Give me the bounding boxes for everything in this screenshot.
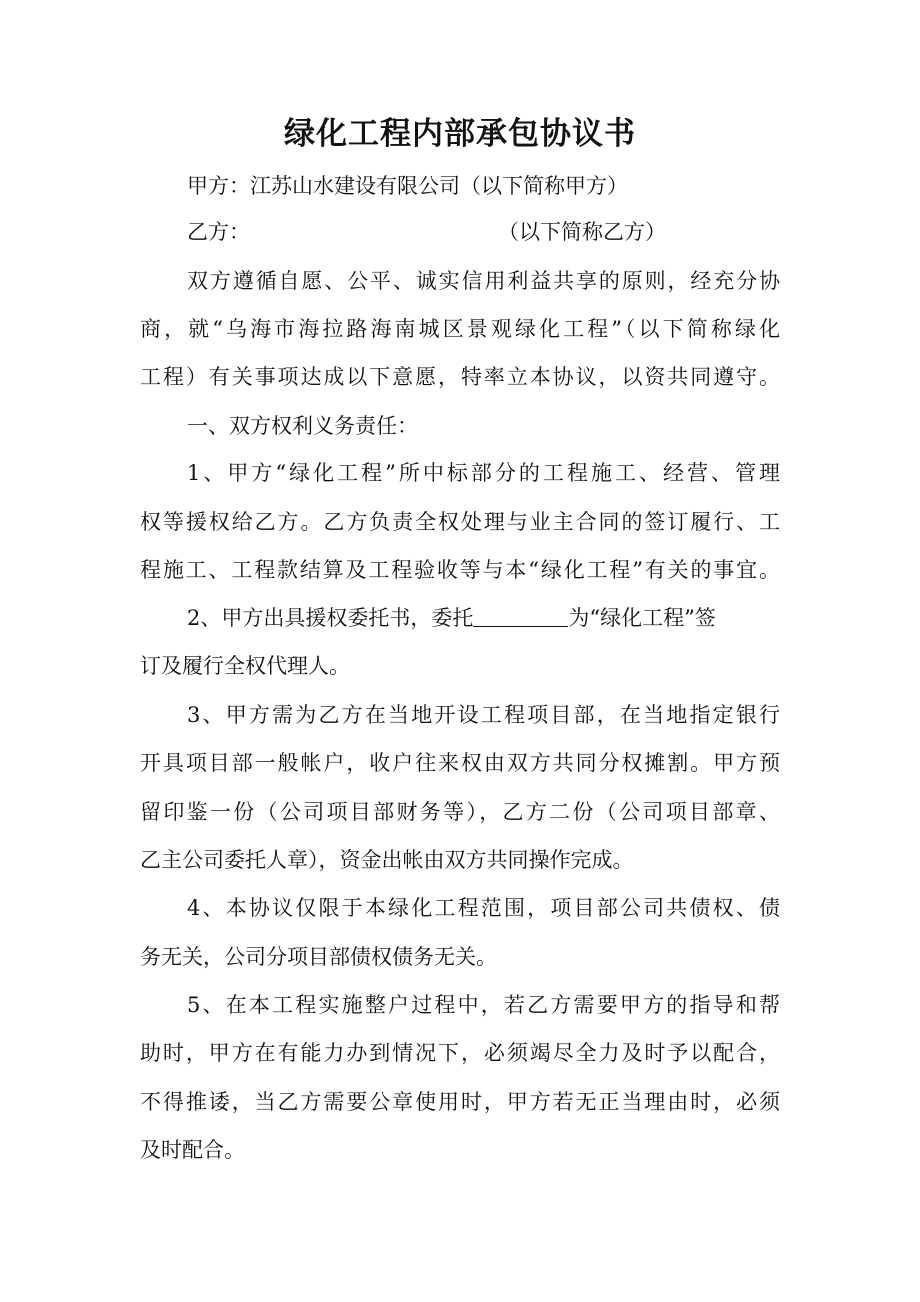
intro-line: 商，就“乌海市海拉路海南城区景观绿化工程”（以下简称绿化 [140, 317, 780, 341]
party-b-label: 乙方： [187, 220, 250, 244]
intro-line: 双方遵循自愿、公平、诚实信用利益共享的原则，经充分协 [187, 269, 780, 293]
clause-2-text: 为“绿化工程”签 [568, 606, 716, 630]
clause-4-line: 4、本协议仅限于本绿化工程范围，项目部公司共债权、债 [187, 896, 780, 920]
party-a-label: 甲方： [187, 174, 250, 198]
party-a-line [187, 171, 628, 201]
agent-name-blank [473, 604, 568, 627]
document-title: 绿化工程内部承包协议书 [284, 116, 636, 152]
party-b-note: （以下简称乙方） [498, 220, 666, 244]
clause-5-line: 及时配合。 [140, 1138, 245, 1162]
clause-5-line: 5、在本工程实施整户过程中，若乙方需要甲方的指导和帮 [187, 993, 780, 1017]
clause-3-line: 留印鉴一份（公司项目部财务等），乙方二份（公司项目部章、 [140, 800, 780, 824]
clause-5-line: 助时，甲方在有能力办到情况下，必须竭尽全力及时予以配合， [140, 1041, 780, 1065]
clause-1-line: 1、甲方“绿化工程”所中标部分的工程施工、经营、管理 [187, 461, 780, 485]
clause-3-line: 开具项目部一般帐户，收户往来权由双方共同分权摊割。甲方预 [140, 751, 780, 775]
clause-1-line: 权等援权给乙方。乙方负责全权处理与业主合同的签订履行、工 [140, 510, 780, 534]
clause-3-line: 3、甲方需为乙方在当地开设工程项目部，在当地指定银行 [187, 703, 780, 727]
clause-1-line: 程施工、工程款结算及工程验收等与本“绿化工程”有关的事宜。 [140, 558, 780, 582]
clause-3-line: 乙主公司委托人章），资金出帐由双方共同操作完成。 [140, 848, 634, 872]
party-a-name: 江苏山水建设有限公司（以下简称甲方） [250, 174, 628, 198]
clause-4-line: 务无关，公司分项目部债权债务无关。 [140, 945, 497, 969]
clause-2-text: 2、甲方出具援权委托书，委托 [187, 606, 474, 630]
intro-line: 工程）有关事项达成以下意愿，特率立本协议，以资共同遵守。 [140, 365, 780, 389]
clause-2-line: 订及履行全权代理人。 [140, 654, 350, 678]
section-1-heading: 一、双方权利义务责任： [187, 414, 418, 438]
clause-2-line [187, 603, 716, 633]
party-b-line [187, 217, 666, 247]
clause-5-line: 不得推诿，当乙方需要公章使用时，甲方若无正当理由时，必须 [140, 1090, 780, 1114]
